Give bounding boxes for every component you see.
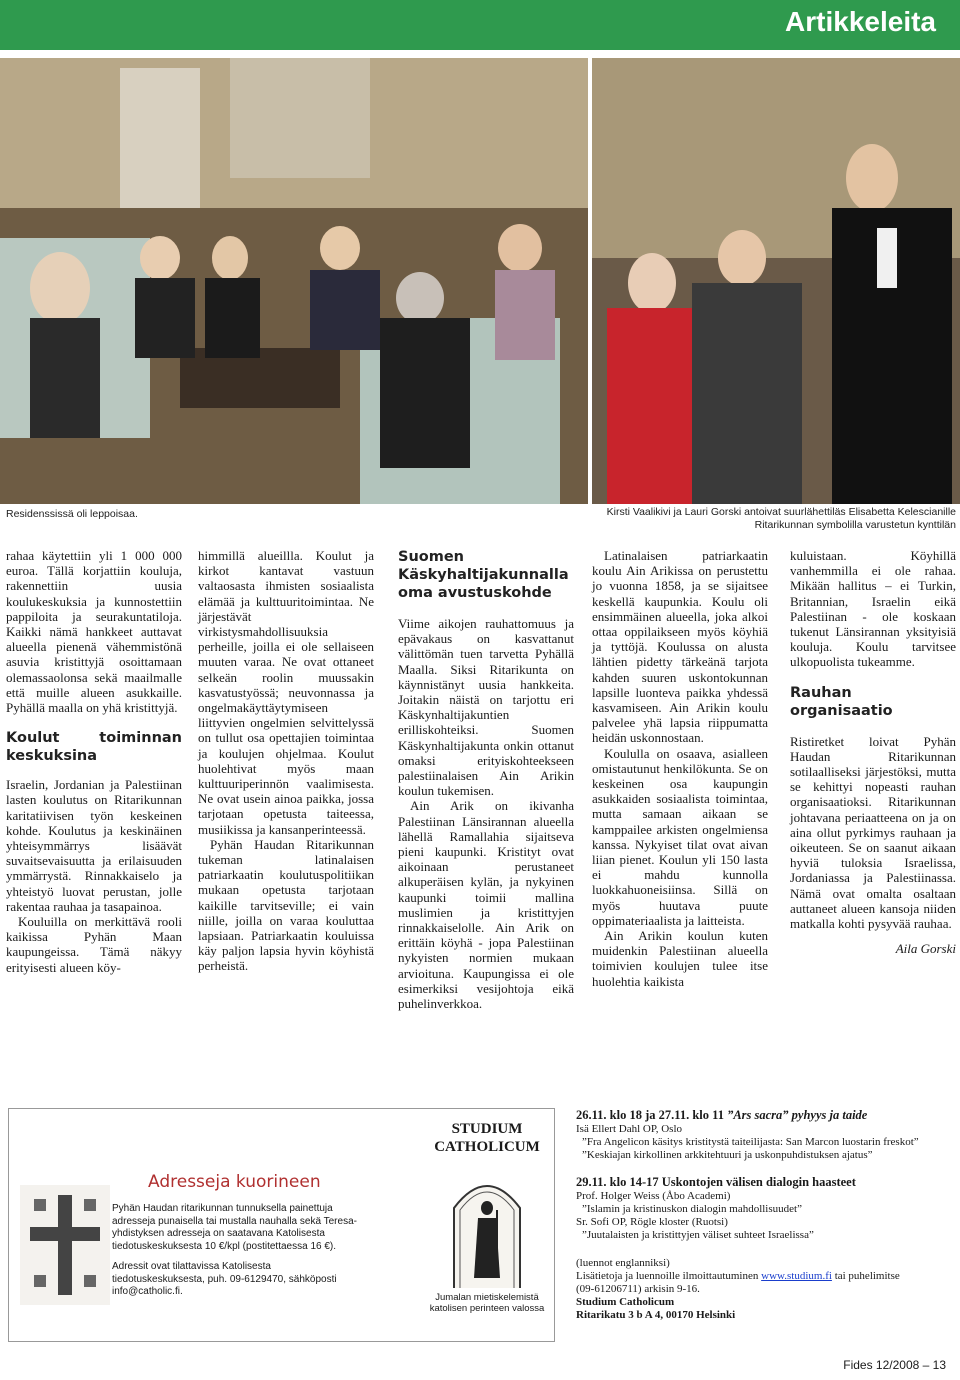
event-1-speaker: Isä Ellert Dahl OP, Oslo — [576, 1123, 683, 1135]
event-1 — [576, 1108, 954, 1162]
reception-photo-image — [0, 58, 588, 504]
heading-peace-organisation: Rauhan organisaatio — [790, 684, 893, 719]
article-column-3 — [398, 548, 574, 1011]
article-column-4 — [592, 548, 768, 989]
col1-paragraph-3: Kouluilla on merkittävä rooli kaikissa Pyhän Maan kaupungeissa. Tämä näkyy erityisesti alueen köy- — [6, 914, 182, 975]
right-caption-line-2: Ritarikunnan symbolilla varustetun kynttilän — [754, 519, 956, 531]
col5-paragraph-2: Ristiretket loivat Pyhän Haudan Ritarikunnan sotilaalliseksi järjestöksi, mutta se kehittyi nopeasti rauhan organisaatioksi. Ritarikunnan johtavana periaatteena on ja on aina ollut pyrkimys rauhaan ja oikeuteen. Se on saanut aikaan hyviä tuloksia Israelissa, Jordaniassa ja Palestiinassa. Nämä ovat omalta osaltaan auttaneet alueen kansoja niiden matkalla kohti pysyvää rauhaa. — [790, 733, 956, 932]
event-1-name: ”Ars sacra” pyhyys ja taide — [723, 1108, 868, 1122]
candle-presentation-photo-image — [592, 58, 960, 504]
info-registration — [576, 1270, 954, 1283]
ad-body-2: Adressit ovat tilattavissa Katolisesta tiedotuskeskuksesta, puh. 09-6129470, sähköposti info@catholic.fi. — [112, 1261, 337, 1297]
reception-photo — [0, 58, 588, 504]
info-org-name: Studium Catholicum — [576, 1296, 675, 1308]
right-photo-caption — [596, 506, 956, 532]
studium-website-link[interactable]: www.studium.fi — [761, 1270, 832, 1282]
info-address: Ritarikatu 3 b A 4, 00170 Helsinki — [576, 1309, 736, 1321]
event-2-talk-2: ”Juutalaisten ja kristittyjen väliset suhteet Israelissa” — [582, 1229, 814, 1241]
event-1-title — [576, 1108, 954, 1123]
saint-in-arch-icon — [450, 1170, 524, 1288]
ad-body — [112, 1203, 362, 1299]
candle-presentation-photo — [592, 58, 960, 504]
page-footer: Fides 12/2008 – 13 — [843, 1358, 946, 1372]
heading-schools: Koulut toiminnan keskuksina — [6, 730, 182, 765]
col4-paragraph-2: Koululla on osaava, asialleen omistautunut henkilökunta. Se on keskeinen osa kaupungin asukkaiden sosiaalista toimintaa, mutta samaan aikaan se kamppailee arkisten ongelmiensa kanssa. Nykyiset tilat ovat aivan liian pienet. Koulun yli 150 lasta ei mahdu kunnolla luokkahuoneisiinsa. Sillä on myös huutava puute oppimateriaalista ja laitteista. — [592, 745, 768, 928]
article-column-2 — [198, 548, 374, 974]
event-info — [576, 1257, 954, 1322]
right-caption-line-1: Kirsti Vaalikivi ja Lauri Gorski antoivat suurlähettiläs Elisabetta Kelescianille — [606, 506, 956, 518]
studium-logo-line-2: CATHOLICUM — [434, 1139, 540, 1155]
event-2-title: 29.11. klo 14-17 Uskontojen välisen dialogin haasteet — [576, 1175, 856, 1189]
col2-paragraph-2: Pyhän Haudan Ritarikunnan tukeman latinalaisen patriarkaatin koulutuspolitiikan mukaan opetusta tarjotaan kaikille tarvitseville; ei vain niille, joilla on varaa kouluttaa lapsiaan. Patriarkaatin kouluissa käy paljon lapsia hyvin köyhistä perheistä. — [198, 836, 374, 974]
event-2 — [576, 1175, 954, 1242]
event-1-talk-2: ”Keskiajan kirkollinen arkkitehtuuri ja uskonpuhdistuksen ajatus” — [582, 1149, 873, 1161]
article-column-1 — [6, 548, 182, 975]
event-1-talk-1: ”Fra Angelicon käsitys kristitystä taiteilijasta: San Marcon luostarin freskot” — [582, 1136, 919, 1148]
info-language: (luennot englanniksi) — [576, 1257, 670, 1269]
article-author: Aila Gorski — [895, 941, 956, 957]
info-phone: (09-61206711) arkisin 9-16. — [576, 1283, 700, 1295]
event-1-date: 26.11. klo 18 ja 27.11. klo 11 — [576, 1108, 724, 1122]
col5-paragraph-1: kuluistaan. Köyhillä vanhemmilla ei ole rahaa. Mikään hallitus – ei Turkin, Britannian, Israelin eikä Palestiinan - ole koskaan tukenut Länsirannan yksityisiä kouluja. Koulu tarvitsee ulkopuolista tukeamme. — [790, 548, 956, 670]
event-2-speaker-2: Sr. Sofi OP, Rögle kloster (Ruotsi) — [576, 1216, 728, 1228]
article-column-5 — [790, 548, 956, 956]
col4-paragraph-1: Latinalaisen patriarkaatin koulu Ain Arikissa on perustettu jo vuonna 1858, ja se sijaitsee keskellä kaupunkia. Koulu oli ensimmäinen alueella, joka alkoi ottaa oppilaikseen myös köyhiä ja tyttöjä. Koulussa on alusta lähtien pidetty tärkeänä tarjota kahden suuren uskontokunnan lapsille luonteva paikka yhdessä kasvamiseen. Ain Arikin koulu palvelee yhä lapsia riippumatta heidän uskonnostaan. — [592, 548, 768, 746]
studium-logo — [412, 1120, 562, 1156]
event-2-talk-1: ”Islamin ja kristinuskon dialogin mahdollisuudet” — [582, 1203, 802, 1215]
col4-paragraph-3: Ain Arikin koulun kuten muidenkin Palestiinan alueella toimivien koulujen tulee itse huolehtia kaikista — [592, 928, 768, 989]
heading-finnish-lieutenancy: Suomen Käskyhaltijakunnalla oma avustuskohde — [398, 549, 569, 601]
studium-caption — [412, 1292, 562, 1314]
studium-logo-line-1: STUDIUM — [451, 1121, 523, 1137]
info-registration-post: tai puhelimitse — [831, 1270, 900, 1282]
col3-paragraph-2: Ain Arik on ikivanha Palestiinan Länsirannan alueella lähellä Ramallahia sijaitseva pieni kaupunki. Kristityt ovat aikoinaan perustaneet alkuperäisen kylän, ja nykyinen kaupunki toimii mallina muslimien ja kristittyjen rinnakkaiselolle. Ain Arik on erittäin köyhä - jopa Palestiinan nykyisten normien mukaan arvioituna. Kaupungissa ei ole esimerkiksi vesijohtoja eikä puhelinverkkoa. — [398, 798, 574, 1012]
col2-paragraph-1: himmillä alueillla. Koulut ja kirkot kantavat vastuun valtaosasta ihmisten sosiaalista elämää ja kulttuuritoimintaa. Ne järjestävät virkistysmahdollisuuksia perheille, joilla ei ole sellaiseen muuten varaa. Ne ovat ottaneet selkeän roolin muussakin kasvatustyössä; neuvonnassa ja ongelmakäyttäytymiseen liittyvien ongelmien selvittelyssä on tullut osa opettajien toimintaa ja koulujen ohjelmaa. Koulut huolehtivat myös maan kulttuuriperinnön vaalimisesta. Ne ovat usein ainoa paikka, jossa tarjotaan opetusta taiteessa, musiikissa ja kansanperinteessä. — [198, 548, 374, 837]
event-2-speaker-1: Prof. Holger Weiss (Åbo Academi) — [576, 1190, 731, 1202]
col1-paragraph-1: rahaa käytettiin yli 1 000 000 euroa. Tällä korjattiin kouluja, rakennettiin uusia koulukeskuksia ja kunnostettiin pappiloita ja seurakuntatiloja. Kaikki nämä hankkeet auttavat alueella pienenä vähemmistönä asuvia kristittyjä osoittamaan olemassaolonsa sekä maailmalle että muille alueen asukkaille. Pyhällä maalla on yhä kristittyjä. — [6, 548, 182, 716]
ad-body-1: Pyhän Haudan ritarikunnan tunnuksella painettuja adresseja punaisella tai mustalla nauhalla sekä Teresa-yhdistyksen adresseja on saatavana Katolisesta tiedotuskeskuksesta 10 €/kpl (postitettaessa 16 €). — [112, 1203, 357, 1252]
cross-emblem-icon — [20, 1185, 110, 1305]
col1-paragraph-2: Israelin, Jordanian ja Palestiinan lasten koulutus on Ritarikunnan karitatiivisen työn keskeinen kohde. Koulutus ja keskinäinen yhteisymmärrys lisäävät suvaitsevaisuutta ja erilaisuuden ymmärrystä. Rinnakkaiselo ja yhteistyö luovat perustan, jolle rakentaa rauhaa ja tasapainoa. — [6, 777, 182, 914]
ad-title: Adresseja kuorineen — [148, 1172, 321, 1192]
col3-paragraph-1: Viime aikojen rauhattomuus ja epävakaus on kasvattanut välittömän tuen tarvetta Pyhällä Maalla. Siksi Ritarikunta on käynnistänyt uusia hankkeita. Joitakin näistä on tarjottu eri Käskynhaltijakuntien erilliskohteiksi. Suomen Käskynhaltijakunta onkin ottanut omaksi erityiskohteekseen palestiinalaisen Ain Arikin koulun tukemisen. — [398, 616, 574, 799]
studium-caption-2: katolisen perinteen valossa — [429, 1303, 545, 1314]
studium-caption-1: Jumalan mietiskelemistä — [435, 1292, 539, 1303]
info-registration-pre: Lisätietoja ja luennoille ilmoittautuminen — [576, 1270, 762, 1282]
left-photo-caption: Residenssissä oli leppoisaa. — [6, 508, 138, 520]
section-title: Artikkeleita — [785, 6, 936, 37]
